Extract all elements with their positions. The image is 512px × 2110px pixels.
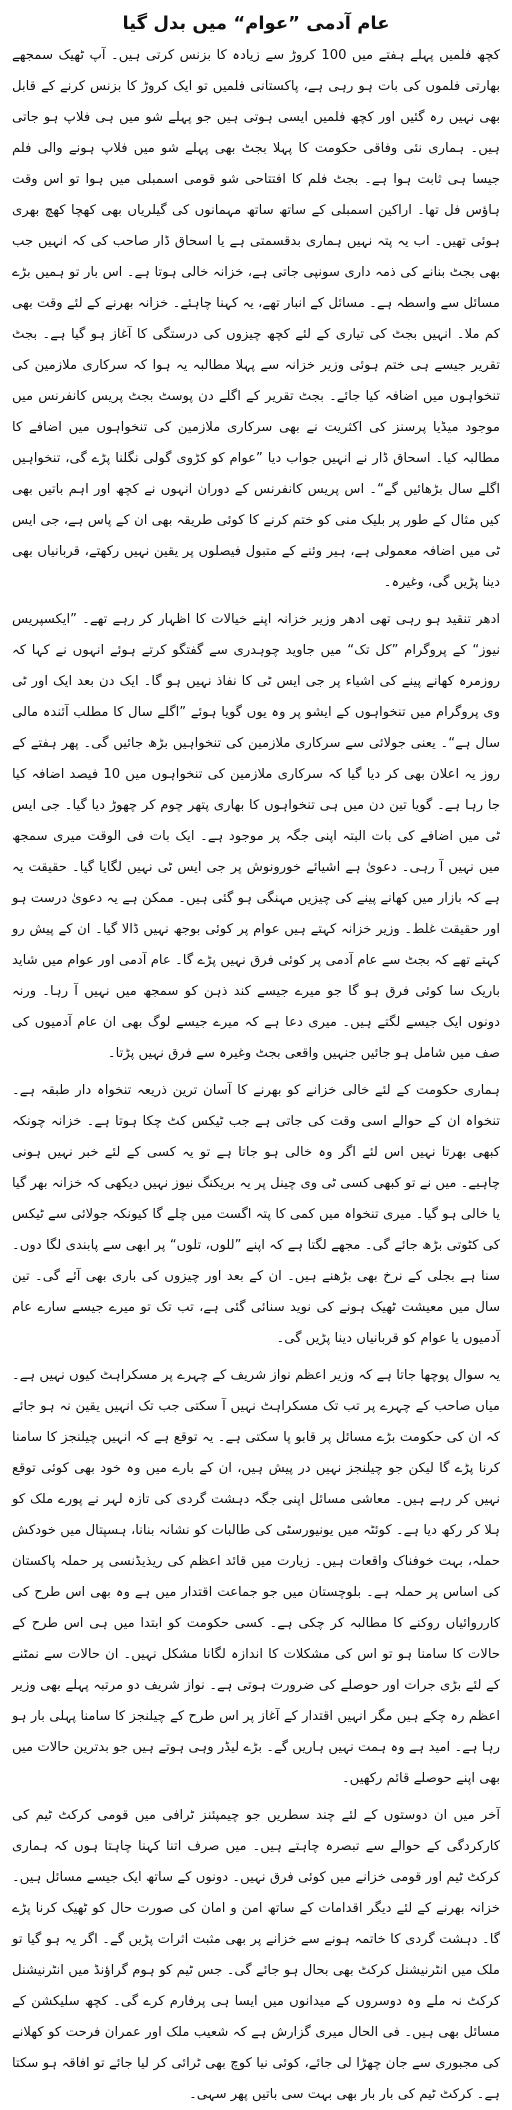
article-paragraph: آخر میں ان دوستوں کے لئے چند سطریں جو چیمپئنز ٹرافی میں قومی کرکٹ ٹیم کی کارکردگی کے حوالے سے تبصرہ چاہتے ہیں۔ میں صرف اتنا کہنا چاہتا ہوں کہ ہماری کرکٹ ٹیم اور قومی خزانے میں کوئی فرق نہیں۔ دونوں کے ساتھ ایک جیسے مسائل ہیں۔ خزانہ بھرنے کے لئے دیگر اقدامات کے ساتھ امن و امان کی صورت حال کو ٹھیک کرنا پڑے گا۔ دہشت گردی کا خاتمہ ہونے سے خزانے پر بھی مثبت اثرات پڑیں گے۔ اگر یہ ہو گیا تو ملک میں انٹرنیشنل کرکٹ بھی بحال ہو جائے گی۔ جس ٹیم کو ہوم گراؤنڈ میں انٹرنیشنل کرکٹ نہ ملے وہ دوسروں کے میدانوں میں ایسا ہی پرفارم کرے گی۔ کچھ سلیکشن کے مسائل بھی ہیں۔ فی الحال میری گزارش ہے کہ شعیب ملک اور عمران فرحت کو کھلانے کی مجبوری سے جان چھڑا لی جائے، کوئی نیا کوچ بھی ٹرائی کر لیا جائے تو افاقہ ہو سکتا ہے۔ کرکٹ ٹیم کی بار بار بھی بہت سی باتیں پھر سہی۔: [12, 1808, 500, 2102]
article-paragraph: یہ سوال پوچھا جاتا ہے کہ وزیر اعظم نواز شریف کے چہرے پر مسکراہٹ کیوں نہیں ہے۔ میاں صاحب کے چہرے پر تب تک مسکراہٹ نہیں آ سکتی جب تک انہیں یقین نہ ہو جائے کہ ان کی حکومت بڑے مسائل پر قابو پا سکتی ہے۔ یہ توقع ہے کہ انہیں چیلنجز کا سامنا کرنا پڑے گا لیکن جو چیلنجز نہیں در پیش ہیں، ان کے بارے میں وہ خود بھی کوئی توقع نہیں کر رہے ہیں۔ معاشی مسائل اپنی جگہ دہشت گردی کی تازہ لہر نے پورے ملک کو ہلا کر رکھ دیا ہے۔ کوئٹہ میں یونیورسٹی کی طالبات کو نشانہ بنانا، ہسپتال میں خودکش حملہ، بہت خوفناک واقعات ہیں۔ زیارت میں قائد اعظم کی ریذیڈنسی پر حملہ پاکستان کی اساس پر حملہ ہے۔ بلوچستان میں جو جماعت اقتدار میں ہے وہ بھی اس طرح کی کارروائیاں روکنے کا مطالبہ کر چکی ہے۔ کسی حکومت کو ابتدا میں ہی اس طرح کے حالات کا سامنا ہو تو اس کی مشکلات کا اندازہ لگانا مشکل نہیں۔ ان حالات سے نمٹنے کے لئے بڑی جرات اور حوصلے کی ضرورت ہوتی ہے۔ نواز شریف دو مرتبہ پہلے بھی وزیر اعظم رہ چکے ہیں مگر انہیں اقتدار کے آغاز پر اس طرح کے چیلنجز کا سامنا پہلی بار ہو رہا ہے۔ امید ہے وہ ہمت نہیں ہاریں گے۔ بڑے لیڈر وہی ہوتے ہیں جو بدترین حالات میں بھی اپنے حوصلے قائم رکھیں۔: [12, 1368, 500, 1786]
article-title: عام آدمی ”عوام“ میں بدل گیا: [122, 13, 390, 34]
article-paragraph: ہماری حکومت کے لئے خالی خزانے کو بھرنے کا آسان ترین ذریعہ تنخواہ دار طبقہ ہے۔ تنخواہ ان کے حوالے اسی وقت کی جاتی ہے جب ٹیکس کٹ چکا ہوتا ہے۔ خزانہ چونکہ کبھی بھرتا نہیں اس لئے اگر وہ خالی ہو جاتا ہے تو یہ کسی کے لئے خبر نہیں ہونی چاہیے۔ میں نے تو کبھی کسی ٹی وی چینل پر یہ بریکنگ نیوز نہیں دیکھی کہ خزانہ بھر گیا یا خالی ہو گیا۔ میری تنخواہ میں کمی کا پتہ اگست میں چلے گا کیونکہ جولائی سے ٹیکس کی کٹوتی بڑھ جائے گی۔ مجھے لگتا ہے کہ اپنے ”للوں، تلوں“ پر ابھی سے پابندی لگا دوں۔ سنا ہے بجلی کے نرخ بھی بڑھنے ہیں۔ ان کے بعد اور چیزوں کی باری بھی آئے گی۔ تین سال میں معیشت ٹھیک ہونے کی نوید سنائی گئی ہے، تب تک تو میرے جیسے سارے عام آدمیوں یا عوام کو قربانیاں دینا پڑیں گی۔: [12, 1083, 500, 1346]
article-body: [12, 40, 500, 2110]
article-paragraph: کچھ فلمیں پہلے ہفتے میں 100 کروڑ سے زیادہ کا بزنس کرتی ہیں۔ آپ ٹھیک سمجھے بھارتی فلموں کی بات ہو رہی ہے، پاکستانی فلمیں تو ایک کروڑ کا بزنس کرنے کے قابل بھی نہیں رہ گئیں اور کچھ فلمیں ایسی ہوتی ہیں جو پہلے شو میں ہی فلاپ ہو جاتی ہیں۔ ہماری نئی وفاقی حکومت کا پہلا بجٹ بھی پہلے شو میں فلاپ ہونے والی فلم جیسا ہی ثابت ہوا ہے۔ بجٹ فلم کا افتتاحی شو قومی اسمبلی میں ہوا تو اس وقت ہاؤس فل تھا۔ اراکین اسمبلی کے ساتھ ساتھ مہمانوں کی گیلریاں بھی کھچا کھچ بھری ہوئی تھیں۔ اب یہ پتہ نہیں ہماری بدقسمتی ہے یا اسحاق ڈار صاحب کی کہ انہیں جب بھی بجٹ بنانے کی ذمہ داری سونپی جاتی ہے، خزانہ خالی ہوتا ہے۔ اس بار تو ہمیں بڑے مسائل سے واسطہ ہے۔ مسائل کے انبار تھے، یہ کہنا چاہئے۔ خزانہ بھرنے کے لئے وقت بھی کم ملا۔ انہیں بجٹ کی تیاری کے لئے کچھ چیزوں کی درستگی کا آغاز ہو گیا ہے۔ بجٹ تقریر جیسے ہی ختم ہوئی وزیر خزانہ سے پہلا مطالبہ یہ ہوا کہ سرکاری ملازمین کی تنخواہوں میں اضافہ کیا جائے۔ بجٹ تقریر کے اگلے دن پوسٹ بجٹ پریس کانفرنس میں موجود میڈیا پرسنز کی اکثریت نے بھی سرکاری ملازمین کی تنخواہوں میں اضافے کا مطالبہ کیا۔ اسحاق ڈار نے انہیں جواب دیا ”عوام کو کڑوی گولی نگلنا پڑے گی، تنخواہیں اگلے سال بڑھائیں گے“۔ اس پریس کانفرنس کے دوران انہوں نے کچھ اور اہم باتیں بھی کیں مثال کے طور پر بلیک منی کو ختم کرنے کا کوئی طریقہ بھی ان کے پاس ہے، جی ایس ٹی میں اضافہ معمولی ہے، ہیر وئنے کے متبول فیصلوں پر یقین نہیں رکھتے، قربانیاں بھی دینا پڑیں گی، وغیرہ۔: [12, 48, 500, 590]
article-paragraph: ادھر تنقید ہو رہی تھی ادھر وزیر خزانہ اپنے خیالات کا اظہار کر رہے تھے۔ ”ایکسپریس نیوز“ کے پروگرام ”کل تک“ میں جاوید چوہدری سے گفتگو کرتے ہوئے انہوں نے کہا کہ روزمرہ کھانے پینے کی اشیاء پر جی ایس ٹی کا نفاذ نہیں ہو گا۔ ایک دن بعد ایک اور ٹی وی پروگرام میں تنخواہوں کے ایشو پر وہ یوں گویا ہوئے ”اگلے سال کا مطلب آئندہ مالی سال ہے“۔ یعنی جولائی سے سرکاری ملازمین کی تنخواہیں بڑھ جائیں گی۔ پھر ہفتے کے روز یہ اعلان بھی کر دیا گیا کہ سرکاری ملازمین کی تنخواہوں میں 10 فیصد اضافہ کیا جا رہا ہے۔ گویا تین دن میں ہی تنخواہوں کا بھاری پتھر چوم کر چھوڑ دیا گیا۔ جی ایس ٹی میں اضافے کی بات البتہ اپنی جگہ پر موجود ہے۔ ایک بات فی الوقت میری سمجھ میں نہیں آ رہی۔ دعویٰ ہے اشیائے خورونوش پر جی ایس ٹی نہیں لگایا گیا۔ حقیقت یہ ہے کہ بازار میں کھانے پینے کی چیزیں مہنگی ہو گئی ہیں۔ ممکن ہے یہ دعویٰ درست ہو اور حقیقت غلط۔ وزیر خزانہ کہتے ہیں عوام پر کوئی بوجھ نہیں ڈالا گیا۔ ان کے پیش رو کہتے تھے کہ بجٹ سے عام آدمی پر کوئی فرق نہیں پڑے گا۔ عام آدمی اور عوام میں شاید باریک سا کوئی فرق ہو گا جو میرے جیسے کند ذہن کو سمجھ میں نہیں آ رہا۔ ورنہ دونوں ایک جیسے لگتے ہیں۔ میری دعا ہے کہ میرے جیسے لوگ بھی ان عام آدمیوں کی صف میں شامل ہو جائیں جنہیں واقعی بجٹ وغیرہ سے فرق نہیں پڑتا۔: [12, 612, 500, 1061]
